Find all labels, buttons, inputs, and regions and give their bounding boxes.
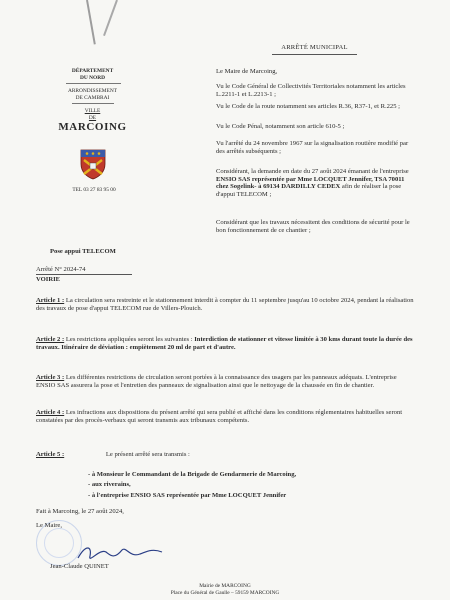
considerant-1 <box>216 168 416 199</box>
recipient-item: - à Monsieur le Commandant de la Brigade de Gendarmerie de Marcoing, <box>88 471 297 478</box>
footer-line: Place du Général de Gaulle – 59159 MARCOING <box>170 590 280 596</box>
article-label: Article 5 : <box>36 451 65 458</box>
considerant-1-text: Considérant, la demande en date du 27 août 2024 émanant de l'entreprise <box>216 168 409 175</box>
subject-line: Pose appui TELECOM <box>50 248 116 255</box>
department-label: DÉPARTEMENT DU NORD <box>71 68 114 81</box>
arrete-underline <box>36 274 132 275</box>
town-crest-icon <box>78 148 108 180</box>
article-5 <box>36 451 416 459</box>
considerant-1-company: ENSIO SAS représentée par Mme LOCQUET Jennifer, TSA 70011 chez Sogelink- à 69134 DARDILLY CEDEX <box>216 175 405 191</box>
document-title: ARRÊTÉ MUNICIPAL <box>281 44 348 51</box>
preamble-line: Vu le Code de la route notamment ses articles R.36, R37-1, et R.225 ; <box>216 103 401 110</box>
title-underline <box>272 54 357 55</box>
article-text: Les différentes restrictions de circulation seront portées à la connaissance des usagers par les panneaux adéquats. L'entreprise ENSIO SAS assurera la pose et l'entretien des panneaux de signalisation ainsi que le nettoyage de la chaussée en fin de chantier. <box>36 374 397 389</box>
voirie-label: VOIRIE <box>36 276 61 283</box>
preamble-line: Vu l'arrêté du 24 novembre 1967 sur la signalisation routière modifié par des arrêtés subséquents ; <box>216 140 409 155</box>
preamble-line: Vu le Code Pénal, notamment son article 610-5 ; <box>216 123 345 130</box>
article-3 <box>36 374 416 389</box>
town-phone: TEL 03 27 83 95 00 <box>72 187 116 193</box>
ville-label: VILLE DE <box>84 108 101 121</box>
article-4 <box>36 409 416 424</box>
article-label: Article 2 : <box>36 336 65 343</box>
footer-line: Mairie de MARCOING <box>199 583 251 589</box>
recipient-item: - aux riverains, <box>88 481 131 488</box>
article-label: Article 1 : <box>36 297 65 304</box>
preamble-line: Vu le Code Général de Collectivités Territoriales notamment les articles L.2211-1 et L.2213-1 ; <box>216 83 406 98</box>
lanyard-string <box>103 0 118 36</box>
separator <box>72 103 114 104</box>
signatory-name: Jean-Claude QUINET <box>50 563 109 570</box>
preamble-line: Le Maire de Marcoing, <box>216 68 278 75</box>
article-emphasis: Interdiction de stationner et vitesse limitée à 30 kms durant toute la durée des travaux. Itinéraire de déviation : empiètement 20 ml de part et d'autre. <box>36 336 413 351</box>
article-label: Article 4 : <box>36 409 65 416</box>
article-text: La circulation sera restreinte et le stationnement interdit à compter du 11 septembre jusqu'au 10 octobre 2024, pendant la réalisation des travaux de pose d'appui TELECOM rue de Villers-Plouich. <box>36 297 414 312</box>
article-1 <box>36 297 416 312</box>
article-2 <box>36 336 416 351</box>
lanyard-string <box>86 0 96 44</box>
recipient-item: - à l'entreprise ENSIO SAS représentée par Mme LOCQUET Jennifer <box>88 492 287 499</box>
signature-title: Le Maire, <box>36 522 62 529</box>
town-name: MARCOING <box>58 121 127 133</box>
article-text: Le présent arrêté sera transmis : <box>105 451 190 458</box>
considerant-1-end: afin de réaliser la pose d'appui TELECOM ; <box>216 183 402 199</box>
article-text: Les infractions aux dispositions du présent arrêté qui sera publié et affiché dans les conditions réglementaires habituelles seront constatées par des procès-verbaux qui seront transmis aux tribunaux compétents. <box>36 409 403 424</box>
fait-a: Fait à Marcoing, le 27 août 2024, <box>36 508 124 515</box>
arrete-number: Arrêté N° 2024-74 <box>36 266 86 273</box>
considerant-2: Considérant que les travaux nécessitent des conditions de sécurité pour le bon fonctionnement de ce chantier ; <box>216 219 410 234</box>
article-text: Les restrictions appliquées seront les suivantes : <box>65 336 195 343</box>
article-label: Article 3 : <box>36 374 65 381</box>
separator <box>66 83 121 84</box>
arrondissement-label: ARRONDISSEMENT DE CAMBRAI <box>67 88 118 101</box>
